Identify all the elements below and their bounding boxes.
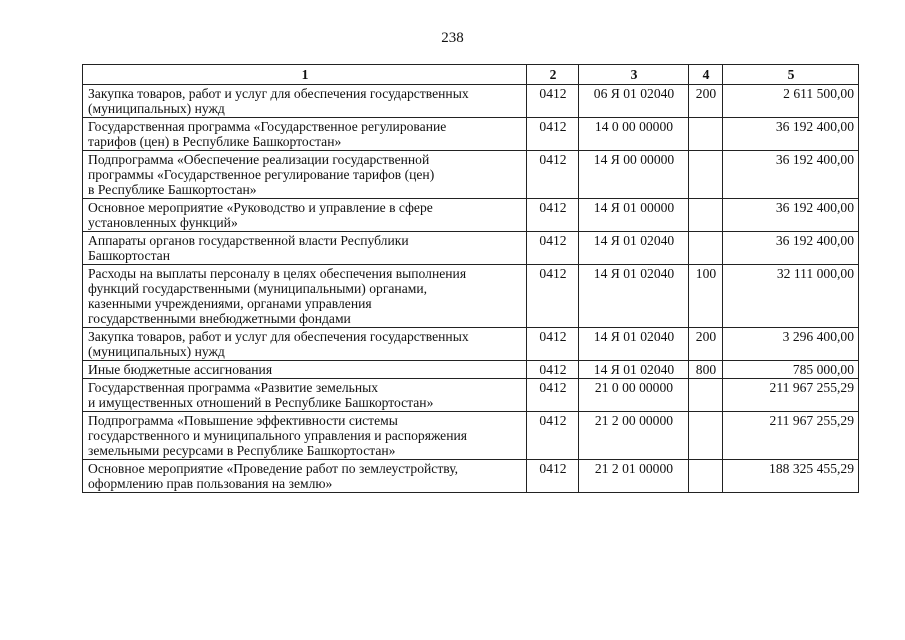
row-section-cell-text: 0412 bbox=[539, 461, 567, 476]
row-code-cell-text: 21 2 00 00000 bbox=[594, 413, 674, 428]
row-name-cell-text: Закупка товаров, работ и услуг для обеспечения государственных (муниципальных) нужд bbox=[88, 329, 469, 359]
row-code-cell-text: 06 Я 01 02040 bbox=[593, 86, 675, 101]
row-amount-cell-text: 3 296 400,00 bbox=[782, 329, 854, 344]
row-name-cell bbox=[83, 199, 527, 232]
row-type-cell bbox=[689, 460, 723, 493]
row-section-cell-text: 0412 bbox=[539, 266, 567, 281]
row-type-cell-text: 200 bbox=[695, 329, 717, 344]
row-section-cell bbox=[527, 328, 579, 361]
row-section-cell bbox=[527, 118, 579, 151]
row-section-cell-text: 0412 bbox=[539, 86, 567, 101]
row-amount-cell-text: 32 111 000,00 bbox=[776, 266, 854, 281]
row-section-cell bbox=[527, 265, 579, 328]
row-section-cell-text: 0412 bbox=[539, 119, 567, 134]
row-code-cell-text: 21 2 01 00000 bbox=[594, 461, 674, 476]
header-col-name: 1 bbox=[83, 65, 527, 85]
row-section-cell bbox=[527, 85, 579, 118]
row-type-cell bbox=[689, 151, 723, 199]
row-code-cell-text: 14 Я 01 00000 bbox=[593, 200, 675, 215]
row-amount-cell-text: 36 192 400,00 bbox=[775, 200, 854, 215]
row-code-cell-text: 14 Я 01 02040 bbox=[593, 362, 675, 377]
row-name-cell-text: Аппараты органов государственной власти Республики Башкортостан bbox=[88, 233, 409, 263]
row-name-cell-text: Подпрограмма «Обеспечение реализации государственной программы «Государственное регулирование тарифов (цен) в Республике Башкортостан» bbox=[88, 152, 435, 197]
row-name-cell-text: Основное мероприятие «Проведение работ по землеустройству, оформлению прав пользования на землю» bbox=[88, 461, 459, 491]
budget-table bbox=[82, 64, 859, 493]
row-name-cell-text: Государственная программа «Развитие земельных и имущественных отношений в Республике Башкортостан» bbox=[88, 380, 434, 410]
row-name-cell-text: Закупка товаров, работ и услуг для обеспечения государственных (муниципальных) нужд bbox=[88, 86, 469, 116]
row-type-cell bbox=[689, 199, 723, 232]
row-name-cell-text: Иные бюджетные ассигнования bbox=[88, 362, 273, 377]
row-amount-cell bbox=[723, 85, 859, 118]
row-amount-cell-text: 36 192 400,00 bbox=[775, 152, 854, 167]
row-type-cell bbox=[689, 85, 723, 118]
row-amount-cell bbox=[723, 232, 859, 265]
row-code-cell bbox=[579, 232, 689, 265]
row-type-cell bbox=[689, 232, 723, 265]
table-row bbox=[83, 265, 859, 328]
row-section-cell-text: 0412 bbox=[539, 362, 567, 377]
row-section-cell-text: 0412 bbox=[539, 380, 567, 395]
row-amount-cell-text: 36 192 400,00 bbox=[775, 233, 854, 248]
row-amount-cell-text: 188 325 455,29 bbox=[769, 461, 854, 476]
table-row bbox=[83, 361, 859, 379]
row-section-cell-text: 0412 bbox=[539, 413, 567, 428]
row-amount-cell-text: 2 611 500,00 bbox=[783, 86, 854, 101]
row-amount-cell-text: 785 000,00 bbox=[792, 362, 854, 377]
row-amount-cell bbox=[723, 118, 859, 151]
row-name-cell-text: Расходы на выплаты персоналу в целях обеспечения выполнения функций государственными (муниципальными) органами, казенными учреждениями, органами управления государственными внебюджетными фондами bbox=[88, 266, 467, 326]
row-amount-cell bbox=[723, 379, 859, 412]
table-body bbox=[83, 85, 859, 493]
row-name-cell bbox=[83, 412, 527, 460]
table-row bbox=[83, 232, 859, 265]
row-section-cell bbox=[527, 460, 579, 493]
row-code-cell bbox=[579, 85, 689, 118]
row-code-cell-text: 14 Я 01 02040 bbox=[593, 233, 675, 248]
header-col-code: 3 bbox=[579, 65, 689, 85]
row-code-cell-text: 21 0 00 00000 bbox=[594, 380, 674, 395]
table-row bbox=[83, 460, 859, 493]
table-row bbox=[83, 151, 859, 199]
row-amount-cell bbox=[723, 460, 859, 493]
row-amount-cell-text: 211 967 255,29 bbox=[769, 380, 854, 395]
row-amount-cell bbox=[723, 199, 859, 232]
table-row bbox=[83, 328, 859, 361]
row-amount-cell-text: 211 967 255,29 bbox=[769, 413, 854, 428]
table-row bbox=[83, 379, 859, 412]
row-name-cell bbox=[83, 151, 527, 199]
row-section-cell bbox=[527, 199, 579, 232]
row-section-cell bbox=[527, 412, 579, 460]
row-code-cell bbox=[579, 199, 689, 232]
row-code-cell-text: 14 0 00 00000 bbox=[594, 119, 674, 134]
row-code-cell bbox=[579, 412, 689, 460]
row-amount-cell bbox=[723, 328, 859, 361]
row-name-cell bbox=[83, 379, 527, 412]
row-code-cell-text: 14 Я 00 00000 bbox=[593, 152, 675, 167]
row-type-cell-text: 100 bbox=[695, 266, 717, 281]
row-name-cell bbox=[83, 85, 527, 118]
row-type-cell bbox=[689, 412, 723, 460]
row-section-cell-text: 0412 bbox=[539, 233, 567, 248]
row-name-cell bbox=[83, 328, 527, 361]
row-code-cell bbox=[579, 118, 689, 151]
row-section-cell-text: 0412 bbox=[539, 152, 567, 167]
row-section-cell-text: 0412 bbox=[539, 200, 567, 215]
table-row bbox=[83, 118, 859, 151]
row-name-cell bbox=[83, 361, 527, 379]
row-amount-cell bbox=[723, 361, 859, 379]
row-code-cell bbox=[579, 265, 689, 328]
table-header-row bbox=[83, 65, 859, 85]
row-code-cell bbox=[579, 379, 689, 412]
row-code-cell bbox=[579, 328, 689, 361]
row-type-cell-text: 200 bbox=[695, 86, 717, 101]
row-name-cell bbox=[83, 460, 527, 493]
table-row bbox=[83, 85, 859, 118]
row-code-cell bbox=[579, 460, 689, 493]
row-amount-cell bbox=[723, 151, 859, 199]
row-type-cell bbox=[689, 328, 723, 361]
row-type-cell bbox=[689, 379, 723, 412]
row-section-cell bbox=[527, 379, 579, 412]
row-name-cell bbox=[83, 232, 527, 265]
row-type-cell bbox=[689, 118, 723, 151]
header-col-amount: 5 bbox=[723, 65, 859, 85]
page-number: 238 bbox=[441, 30, 464, 46]
row-name-cell bbox=[83, 118, 527, 151]
row-name-cell bbox=[83, 265, 527, 328]
row-section-cell bbox=[527, 151, 579, 199]
row-code-cell bbox=[579, 151, 689, 199]
row-name-cell-text: Основное мероприятие «Руководство и управление в сфере установленных функций» bbox=[88, 200, 433, 230]
row-code-cell-text: 14 Я 01 02040 bbox=[593, 266, 675, 281]
row-section-cell bbox=[527, 361, 579, 379]
row-code-cell-text: 14 Я 01 02040 bbox=[593, 329, 675, 344]
table-row bbox=[83, 199, 859, 232]
row-amount-cell-text: 36 192 400,00 bbox=[775, 119, 854, 134]
header-col-type: 4 bbox=[689, 65, 723, 85]
row-name-cell-text: Государственная программа «Государственное регулирование тарифов (цен) в Республике Башкортостан» bbox=[88, 119, 447, 149]
row-code-cell bbox=[579, 361, 689, 379]
row-section-cell bbox=[527, 232, 579, 265]
row-name-cell-text: Подпрограмма «Повышение эффективности системы государственного и муниципального управления и распоряжения земельными ресурсами в Республике Башкортостан» bbox=[88, 413, 467, 458]
row-section-cell-text: 0412 bbox=[539, 329, 567, 344]
header-col-section: 2 bbox=[527, 65, 579, 85]
row-amount-cell bbox=[723, 412, 859, 460]
row-type-cell bbox=[689, 361, 723, 379]
row-type-cell bbox=[689, 265, 723, 328]
row-type-cell-text: 800 bbox=[695, 362, 717, 377]
row-amount-cell bbox=[723, 265, 859, 328]
table-row bbox=[83, 412, 859, 460]
